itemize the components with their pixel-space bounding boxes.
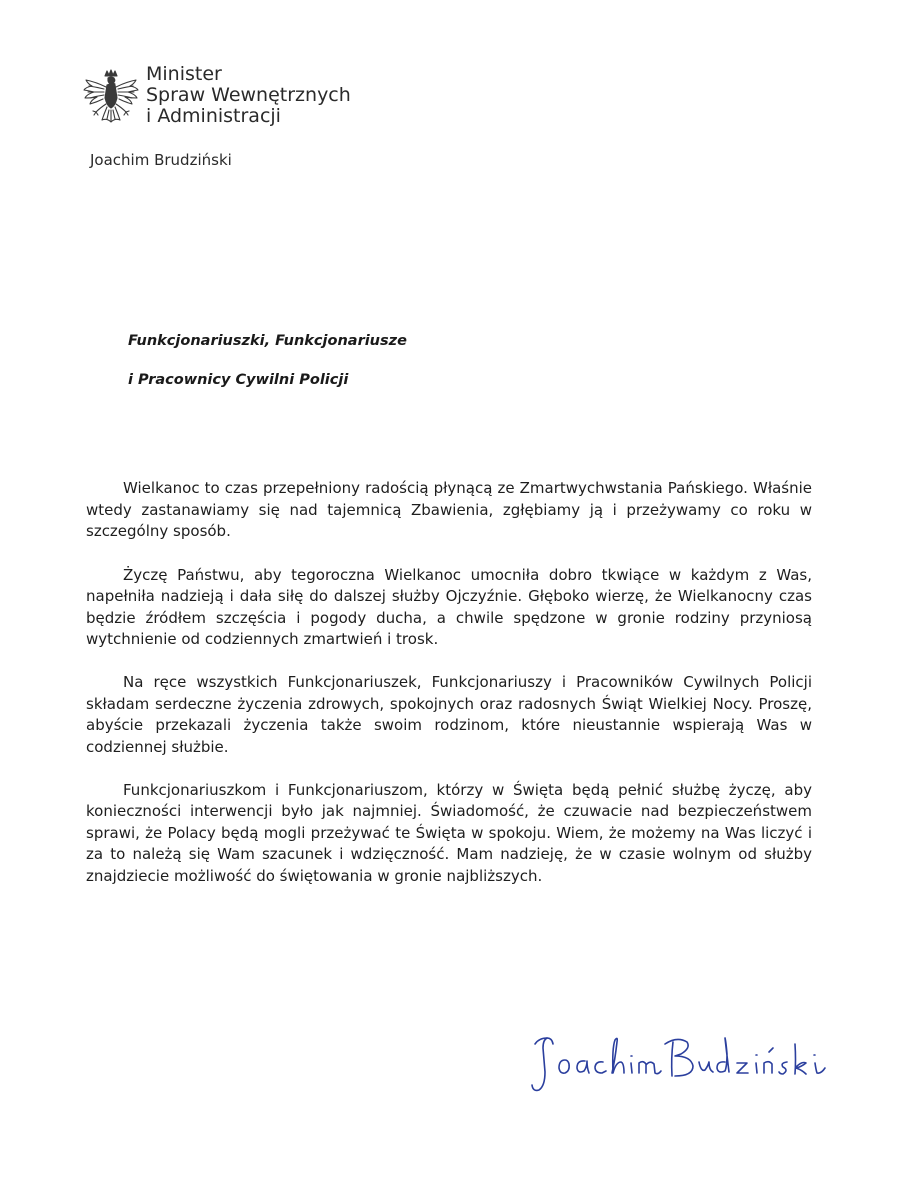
handwritten-signature: [525, 1030, 840, 1100]
ministry-name-line2: Spraw Wewnętrznych: [146, 84, 351, 106]
letter-body: [86, 478, 812, 909]
polish-eagle-icon: [82, 68, 140, 130]
salutation-line2: i Pracownicy Cywilni Policji: [128, 372, 349, 388]
paragraph-2: Życzę Państwu, aby tegoroczna Wielkanoc umocniła dobro tkwiące w każdym z Was, napełniła nadzieją i dała siłę do dalszej służby Ojczyźnie. Głęboko wierzę, że Wielkanocny czas będzie źródłem szczęścia i pogody ducha, a chwile spędzone w gronie rodziny przyniosą wytchnienie od codziennych zmartwień i trosk.: [86, 565, 812, 648]
paragraph-4: Funkcjonariuszkom i Funkcjonariuszom, którzy w Święta będą pełnić służbę życzę, aby konieczności interwencji było jak najmniej. Świadomość, że czuwacie nad bezpieczeństwem sprawi, że Polacy będą mogli przeżywać te Święta w spokoju. Wiem, że możemy na Was liczyć i za to należą się Wam szacunek i wdzięczność. Mam nadzieję, że w czasie wolnym od służby znajdziecie możliwość do świętowania w gronie najbliższych.: [86, 780, 812, 885]
paragraph-3: Na ręce wszystkich Funkcjonariuszek, Funkcjonariuszy i Pracowników Cywilnych Policji składam serdeczne życzenia zdrowych, spokojnych oraz radosnych Świąt Wielkiej Nocy. Proszę, abyście przekazali życzenia także swoim rodzinom, które nieustannie wspierają Was w codziennej służbie.: [86, 673, 812, 756]
paragraph-1: Wielkanoc to czas przepełniony radością płynącą ze Zmartwychwstania Pańskiego. Właśnie wtedy zastanawiamy się nad tajemnicą Zbawienia, zgłębiamy ją i przeżywamy co roku w szczególny sposób.: [86, 479, 812, 540]
minister-name: Joachim Brudziński: [90, 151, 232, 169]
salutation-line1: Funkcjonariuszki, Funkcjonariusze: [128, 333, 407, 349]
ministry-name-line1: Minister: [146, 63, 222, 85]
ministry-name: [146, 64, 351, 127]
ministry-name-line3: i Administracji: [146, 105, 281, 127]
